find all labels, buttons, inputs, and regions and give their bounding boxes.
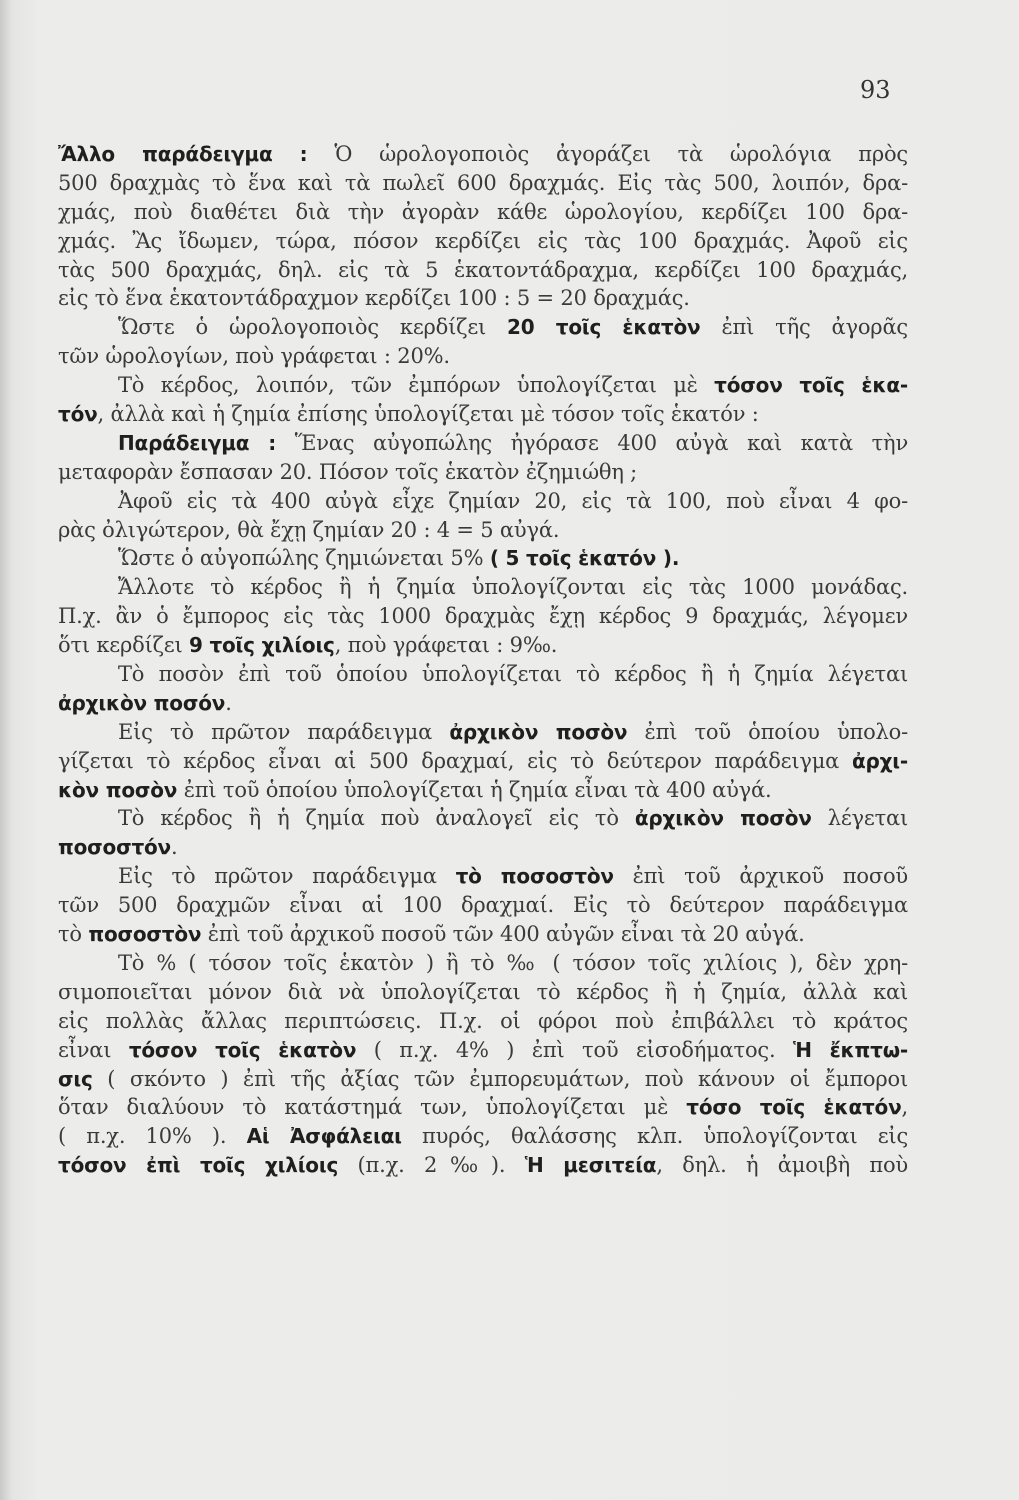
text-run: ἐπὶ τοῦ ὁποίου ὑπολογίζεται ἡ ζημία εἶναι τὰ 400 αὐγά. [177, 777, 772, 802]
text-run: τὰς 500 δραχμάς, δηλ. εἰς τὰ 5 ἑκατοντάδραχμα, κερδίζει 100 δραχμάς, [58, 257, 908, 282]
text-line [58, 1065, 908, 1094]
bold-term: τόσον τοῖς ἑκα- [714, 373, 909, 398]
text-line [58, 747, 908, 776]
text-line [58, 140, 908, 169]
text-line [58, 1093, 908, 1122]
bold-term: ἀρχι- [851, 748, 908, 773]
text-line [58, 920, 908, 949]
text-run: 500 δραχμὰς τὸ ἕνα καὶ τὰ πωλεῖ 600 δραχμάς. Εἰς τὰς 500, λοιπόν, δρα- [58, 170, 908, 195]
text-run: Ὁ ὡρολογοποιὸς ἀγοράζει τὰ ὡρολόγια πρὸς [307, 142, 908, 166]
bold-term: τόσον τοῖς ἑκατὸν [128, 1037, 357, 1062]
text-run: Εἰς τὸ πρῶτον παράδειγμα [118, 864, 456, 889]
text-line [58, 833, 908, 862]
bold-term: τὸ ποσοστὸν [455, 864, 614, 889]
text-run: γίζεται τὸ κέρδος εἶναι αἱ 500 δραχμαί, εἰς τὸ δεύτερον παράδειγμα [58, 748, 852, 773]
text-line [58, 776, 908, 805]
bold-term: Ἡ μεσιτεία [524, 1153, 657, 1178]
text-line [58, 198, 908, 227]
text-line [58, 227, 908, 256]
text-run: λέγεται [811, 806, 909, 831]
bold-term: ἀρχικὸν ποσόν [58, 690, 226, 715]
text-line [58, 862, 908, 891]
text-line [58, 1122, 908, 1151]
text-line [58, 804, 908, 833]
page-number: 93 [860, 76, 891, 104]
bold-term: κὸν ποσὸν [58, 777, 178, 802]
text-run: Τὸ κέρδος, λοιπόν, τῶν ἐμπόρων ὑπολογίζεται μὲ [118, 373, 715, 398]
text-line [58, 544, 908, 573]
bold-term: Ἄλλο παράδειγμα : [58, 142, 308, 166]
text-run: , δηλ. ἡ ἀμοιβὴ ποὺ [656, 1153, 908, 1178]
text-run: , ποὺ γράφεται : 9‰. [334, 633, 558, 658]
text-line [58, 1151, 908, 1180]
text-line [58, 718, 908, 747]
bold-term: τόσο τοῖς ἑκατόν [686, 1095, 902, 1120]
text-line [58, 949, 908, 978]
text-line [58, 256, 908, 285]
text-line [58, 284, 908, 313]
text-run: ( π.χ. 10% ). [58, 1124, 247, 1149]
text-line [58, 458, 908, 487]
bold-term: τόσον ἐπὶ τοῖς χιλίοις [58, 1153, 339, 1178]
text-run: εἰς τὸ ἕνα ἑκατοντάδραχμον κερδίζει 100 : 5 = 20 δραχμάς. [58, 286, 690, 311]
text-run: ( σκόντο ) ἐπὶ τῆς ἀξίας τῶν ἐμπορευμάτων, ποὺ κάνουν οἱ ἔμποροι [92, 1066, 908, 1091]
text-line [58, 602, 908, 631]
text-line [58, 371, 908, 400]
bold-term: Ἡ ἔκπτω- [792, 1037, 908, 1062]
text-run: τὸ [58, 922, 89, 947]
text-run: Εἰς τὸ πρῶτον παράδειγμα [118, 719, 450, 744]
bold-term: 9 τοῖς χιλίοις [188, 633, 335, 658]
text-run: χμάς. Ἂς ἴδωμεν, τώρα, πόσον κερδίζει εἰς τὰς 100 δραχμάς. Ἀφοῦ εἰς [58, 228, 908, 253]
text-line [58, 169, 908, 198]
text-run: Τὸ ποσὸν ἐπὶ τοῦ ὁποίου ὑπολογίζεται τὸ κέρδος ἢ ἡ ζημία λέγεται [118, 662, 908, 687]
text-line [58, 573, 908, 602]
text-run: Ὥστε ὁ αὐγοπώλης ζημιώνεται 5% [118, 546, 490, 571]
text-run: Ἄλλοτε τὸ κέρδος ἢ ἡ ζημία ὑπολογίζονται εἰς τὰς 1000 μονάδας. [118, 575, 908, 600]
text-line [58, 1036, 908, 1065]
text-line [58, 487, 908, 516]
text-line [58, 313, 908, 342]
text-run: ὅταν διαλύουν τὸ κατάστημά των, ὑπολογίζεται μὲ [58, 1095, 687, 1120]
text-run: τῶν 500 δραχμῶν εἶναι αἱ 100 δραχμαί. Εἰς τὸ δεύτερον παράδειγμα [58, 893, 908, 918]
text-run: ἐπὶ τῆς ἀγορᾶς [700, 315, 908, 340]
body-text [58, 140, 908, 1180]
text-run: εἰς πολλὰς ἄλλας περιπτώσεις. Π.χ. οἱ φόροι ποὺ ἐπιβάλλει τὸ κράτος [58, 1008, 908, 1033]
text-line [58, 978, 908, 1007]
text-run: . [225, 690, 232, 715]
text-run: εἶναι [58, 1037, 129, 1062]
text-run: (π.χ. 2‰). [338, 1153, 525, 1178]
text-run: ὅτι κερδίζει [58, 633, 189, 658]
text-line [58, 891, 908, 920]
text-line [58, 689, 908, 718]
text-run: Τὸ κέρδος ἢ ἡ ζημία ποὺ ἀναλογεῖ εἰς τὸ [118, 806, 635, 831]
text-run: ἐπὶ τοῦ ἀρχικοῦ ποσοῦ [613, 864, 908, 889]
bold-term: ποσοστὸν [88, 922, 202, 947]
text-run: Τὸ % ( τόσον τοῖς ἑκατὸν ) ἢ τὸ ‰ ( τόσον τοῖς χιλίοις ), δὲν χρη- [118, 950, 908, 975]
text-run: . [170, 835, 178, 860]
bold-term: ποσοστόν [58, 835, 171, 860]
bold-term: ἀρχικὸν ποσὸν [634, 806, 812, 831]
text-run: ἐπὶ τοῦ ἀρχικοῦ ποσοῦ τῶν 400 αὐγῶν εἶναι τὰ 20 αὐγά. [201, 922, 805, 947]
text-run: χμάς, ποὺ διαθέτει διὰ τὴν ἀγορὰν κάθε ὡρολογίου, κερδίζει 100 δρα- [58, 199, 908, 224]
text-run: ( π.χ. 4% ) ἐπὶ τοῦ εἰσοδήματος. [356, 1037, 793, 1062]
text-run: ρὰς ὀλιγώτερον, θὰ ἔχῃ ζημίαν 20 : 4 = 5 αὐγά. [58, 517, 560, 542]
bold-term: Παράδειγμα : [118, 430, 277, 455]
text-line [58, 400, 908, 429]
bold-term: ἀρχικὸν ποσὸν [449, 719, 628, 744]
text-run: Ὥστε ὁ ὡρολογοποιὸς κερδίζει [118, 315, 508, 340]
bold-term: Αἱ Ἀσφάλειαι [246, 1124, 402, 1149]
text-run: Π.χ. ἂν ὁ ἔμπορος εἰς τὰς 1000 δραχμὰς ἔχῃ κέρδος 9 δραχμάς, λέγομεν [58, 604, 908, 629]
text-run: Ἕνας αὐγοπώλης ἠγόρασε 400 αὐγὰ καὶ κατὰ τὴν [276, 430, 909, 455]
text-line [58, 516, 908, 545]
bold-term: τόν [58, 402, 98, 427]
text-run: σιμοποιεῖται μόνον διὰ νὰ ὑπολογίζεται τὸ κέρδος ἢ ἡ ζημία, ἀλλὰ καὶ [58, 979, 908, 1004]
text-run: , [901, 1095, 908, 1120]
text-run: πυρός, θαλάσσης κλπ. ὑπολογίζονται εἰς [401, 1124, 909, 1149]
bold-term: 20 τοῖς ἑκατὸν [507, 315, 701, 340]
text-line [58, 660, 908, 689]
bold-term: σις [58, 1066, 93, 1091]
text-line [58, 342, 908, 371]
text-run: ἐπὶ τοῦ ὁποίου ὑπολο- [627, 719, 909, 744]
text-run: τῶν ὡρολογίων, ποὺ γράφεται : 20%. [58, 344, 450, 369]
bold-term: ( 5 τοῖς ἑκατόν ). [489, 546, 680, 571]
text-run: Ἀφοῦ εἰς τὰ 400 αὐγὰ εἶχε ζημίαν 20, εἰς τὰ 100, ποὺ εἶναι 4 φο- [118, 488, 908, 513]
text-line [58, 429, 908, 458]
text-line [58, 1007, 908, 1036]
text-run: μεταφορὰν ἔσπασαν 20. Πόσον τοῖς ἑκατὸν ἐζημιώθη ; [58, 459, 638, 484]
text-line [58, 631, 908, 660]
text-run: , ἀλλὰ καὶ ἡ ζημία ἐπίσης ὑπολογίζεται μὲ τόσον τοῖς ἑκατόν : [97, 402, 759, 427]
